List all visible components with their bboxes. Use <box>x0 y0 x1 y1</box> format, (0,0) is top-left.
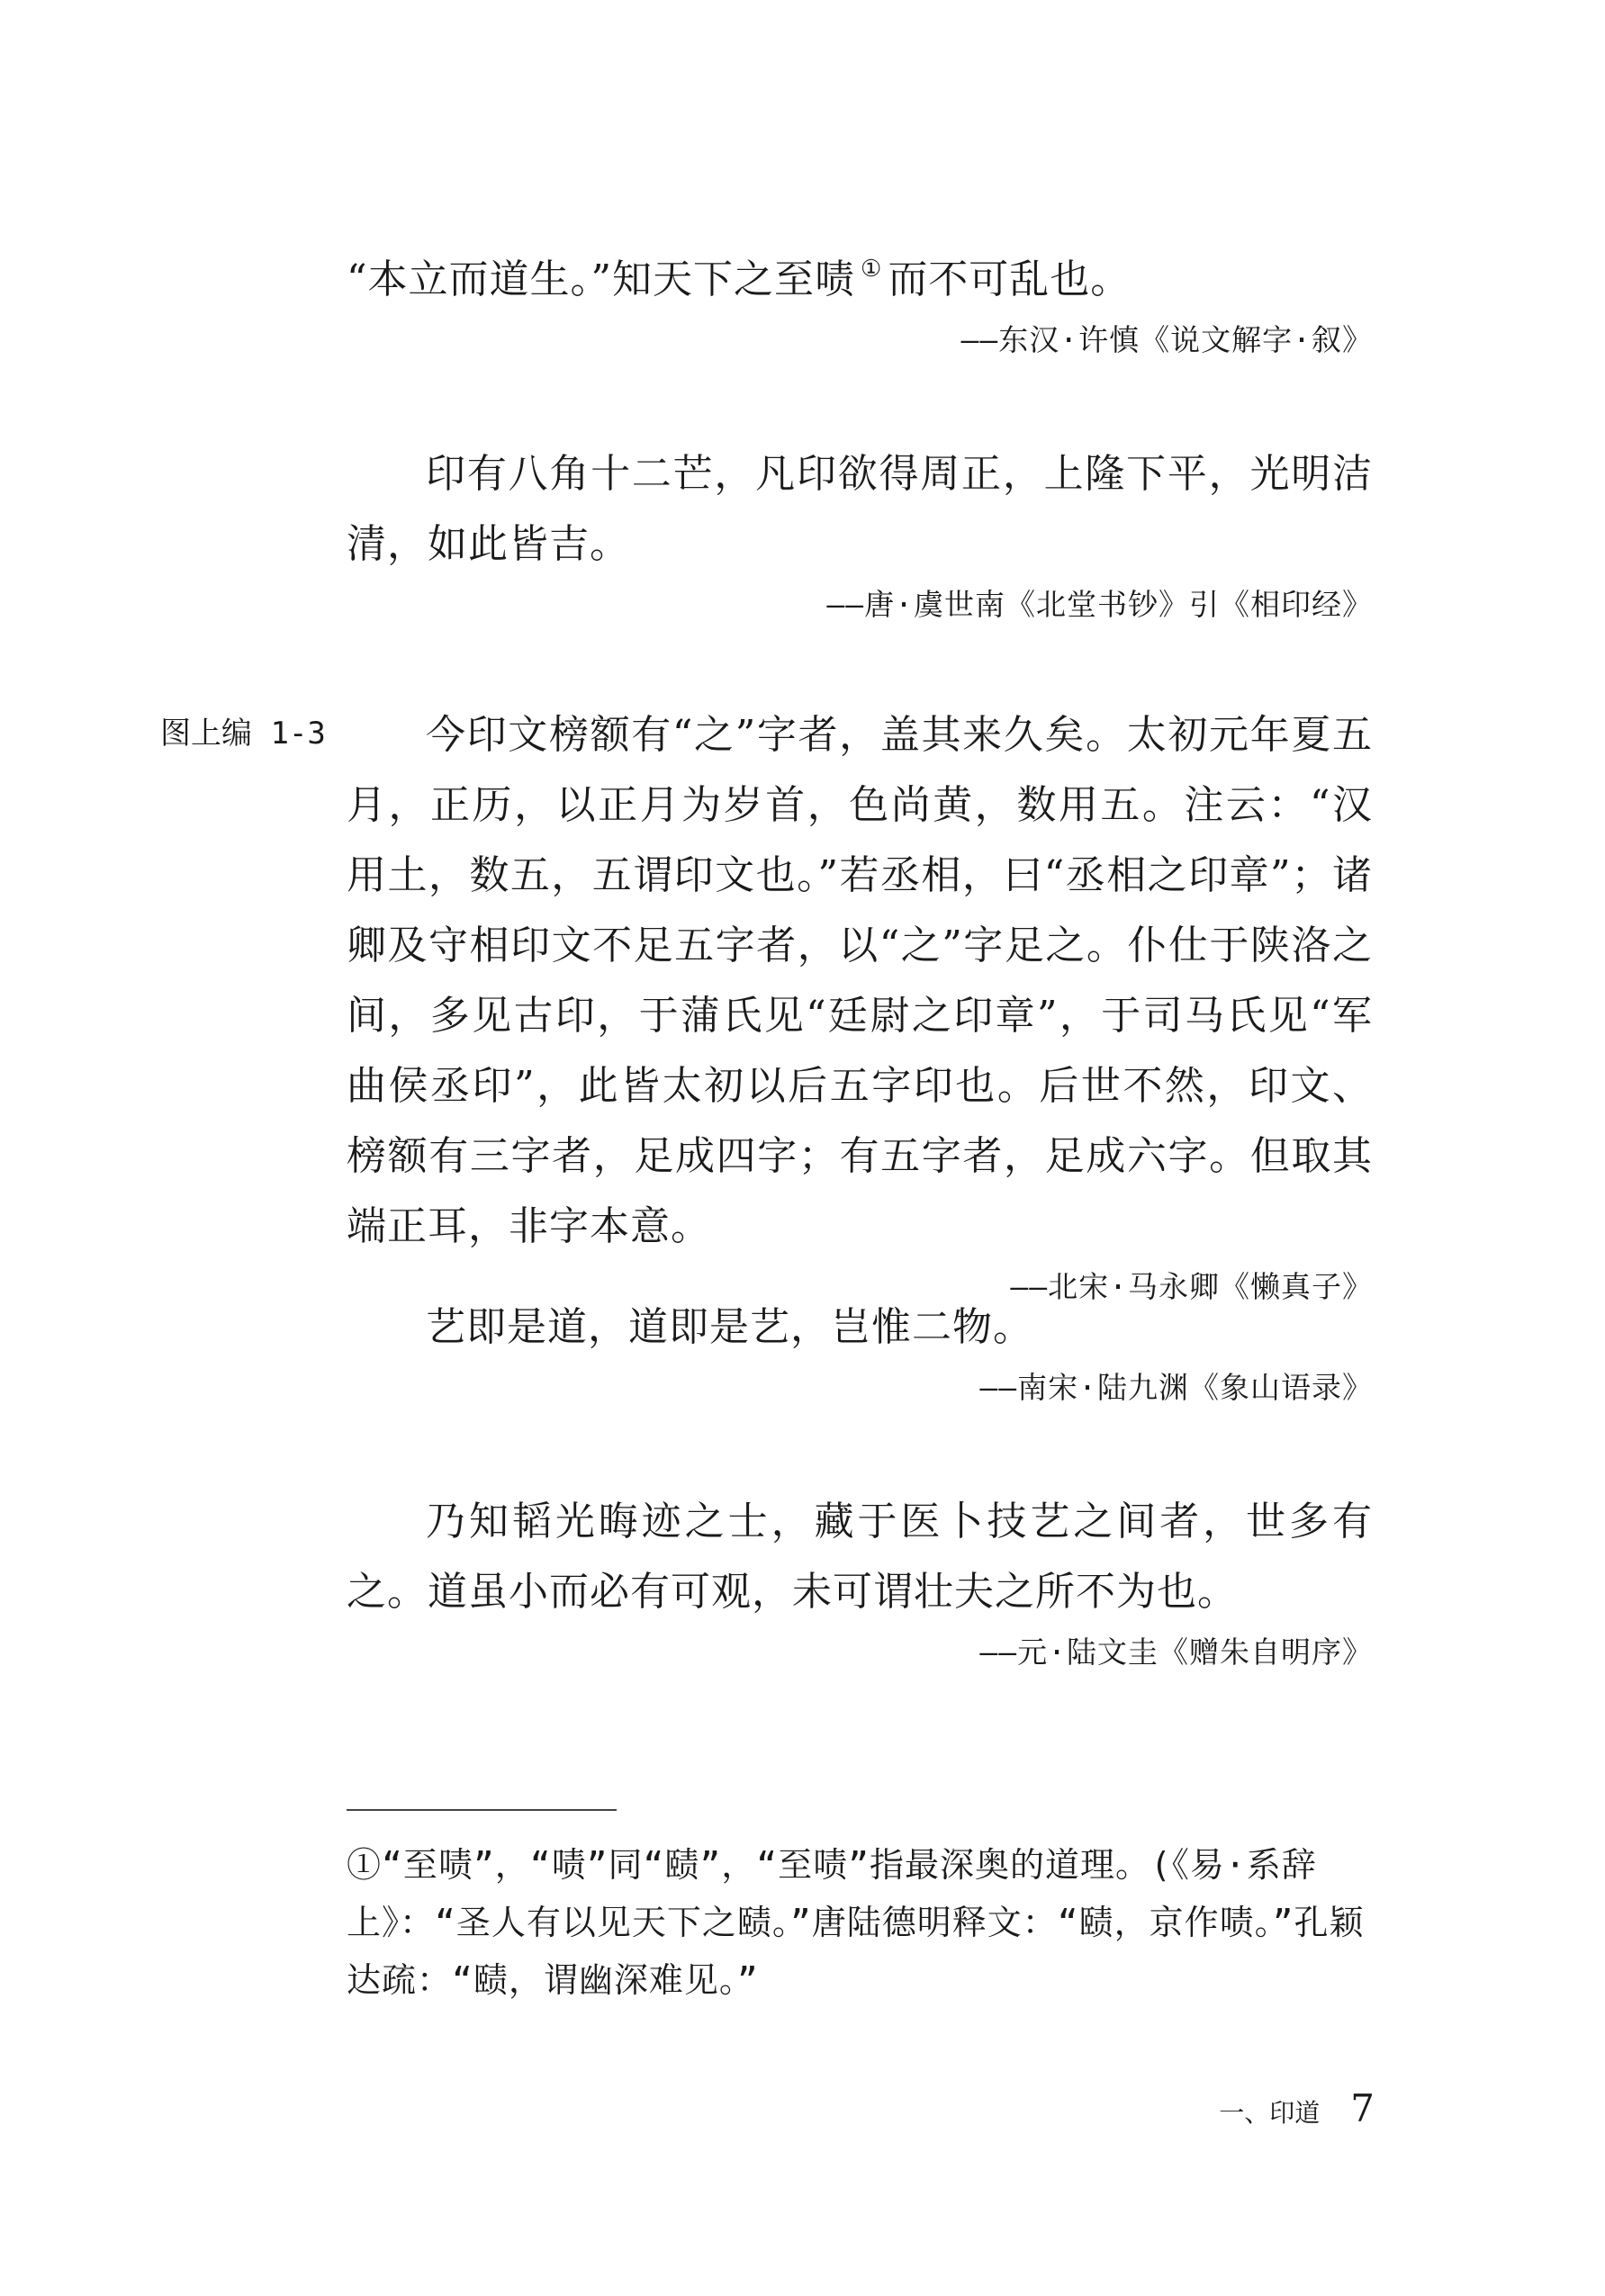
quote-source: ——南宋·陆九渊《象山语录》 <box>979 1370 1373 1405</box>
quote-xu-shen <box>347 245 1373 362</box>
footnote-divider <box>347 1809 617 1811</box>
quote-text <box>347 245 1373 315</box>
quote-ma-yongqing <box>347 700 1373 1309</box>
quote-text-part: 而不可乱也。 <box>888 257 1132 302</box>
footnote-marker[interactable]: ① <box>861 256 883 283</box>
footnote: ①“至啧”，“啧”同“赜”，“至啧”指最深奥的道理。(《易·系辞上》：“圣人有以见天下之赜。”唐陆德明释文：“赜，京作啧。”孔颖达疏：“赜，谓幽深难见。” <box>347 1845 1365 2000</box>
running-section-title: 一、印道 <box>1219 2098 1321 2128</box>
quote-text: 乃知韬光晦迹之士，藏于医卜技艺之间者，世多有之。道虽小而必有可观，未可谓壮夫之所不为也。 <box>347 1499 1373 1615</box>
quote-text-part: “本立而道生。”知天下之至啧 <box>347 257 855 302</box>
quote-text: 今印文榜额有“之”字者，盖其来久矣。太初元年夏五月，正历，以正月为岁首，色尚黄，数用五。注云：“汉用土，数五，五谓印文也。”若丞相，曰“丞相之印章”；诸卿及守相印文不足五字者，以“之”字足之。仆仕于陕洛之间，多见古印，于蒲氏见“廷尉之印章”，于司马氏见“军曲侯丞印”，此皆太初以后五字印也。后世不然，印文、榜额有三字者，足成四字；有五字者，足成六字。但取其端正耳，非字本意。 <box>347 712 1373 1249</box>
quote-text: 印有八角十二芒，凡印欲得周正，上隆下平，光明洁清，如此皆吉。 <box>347 451 1373 567</box>
quote-source: ——元·陆文圭《赠朱自明序》 <box>979 1634 1373 1670</box>
quote-text: 艺即是道，道即是艺，岂惟二物。 <box>426 1304 1033 1350</box>
quote-source: ——北宋·马永卿《懒真子》 <box>1010 1269 1373 1304</box>
figure-label: 图上编 1-3 <box>160 716 326 752</box>
quote-source: ——东汉·许慎《说文解字·叙》 <box>960 322 1373 357</box>
page-footer <box>1219 2086 1375 2130</box>
page-number: 7 <box>1350 2086 1375 2130</box>
quote-lu-jiuyuan <box>347 1292 1373 1409</box>
quote-source: ——唐·虞世南《北堂书钞》引《相印经》 <box>826 587 1373 622</box>
quote-lu-wengui <box>347 1487 1373 1674</box>
quote-yu-shinan <box>347 439 1373 626</box>
